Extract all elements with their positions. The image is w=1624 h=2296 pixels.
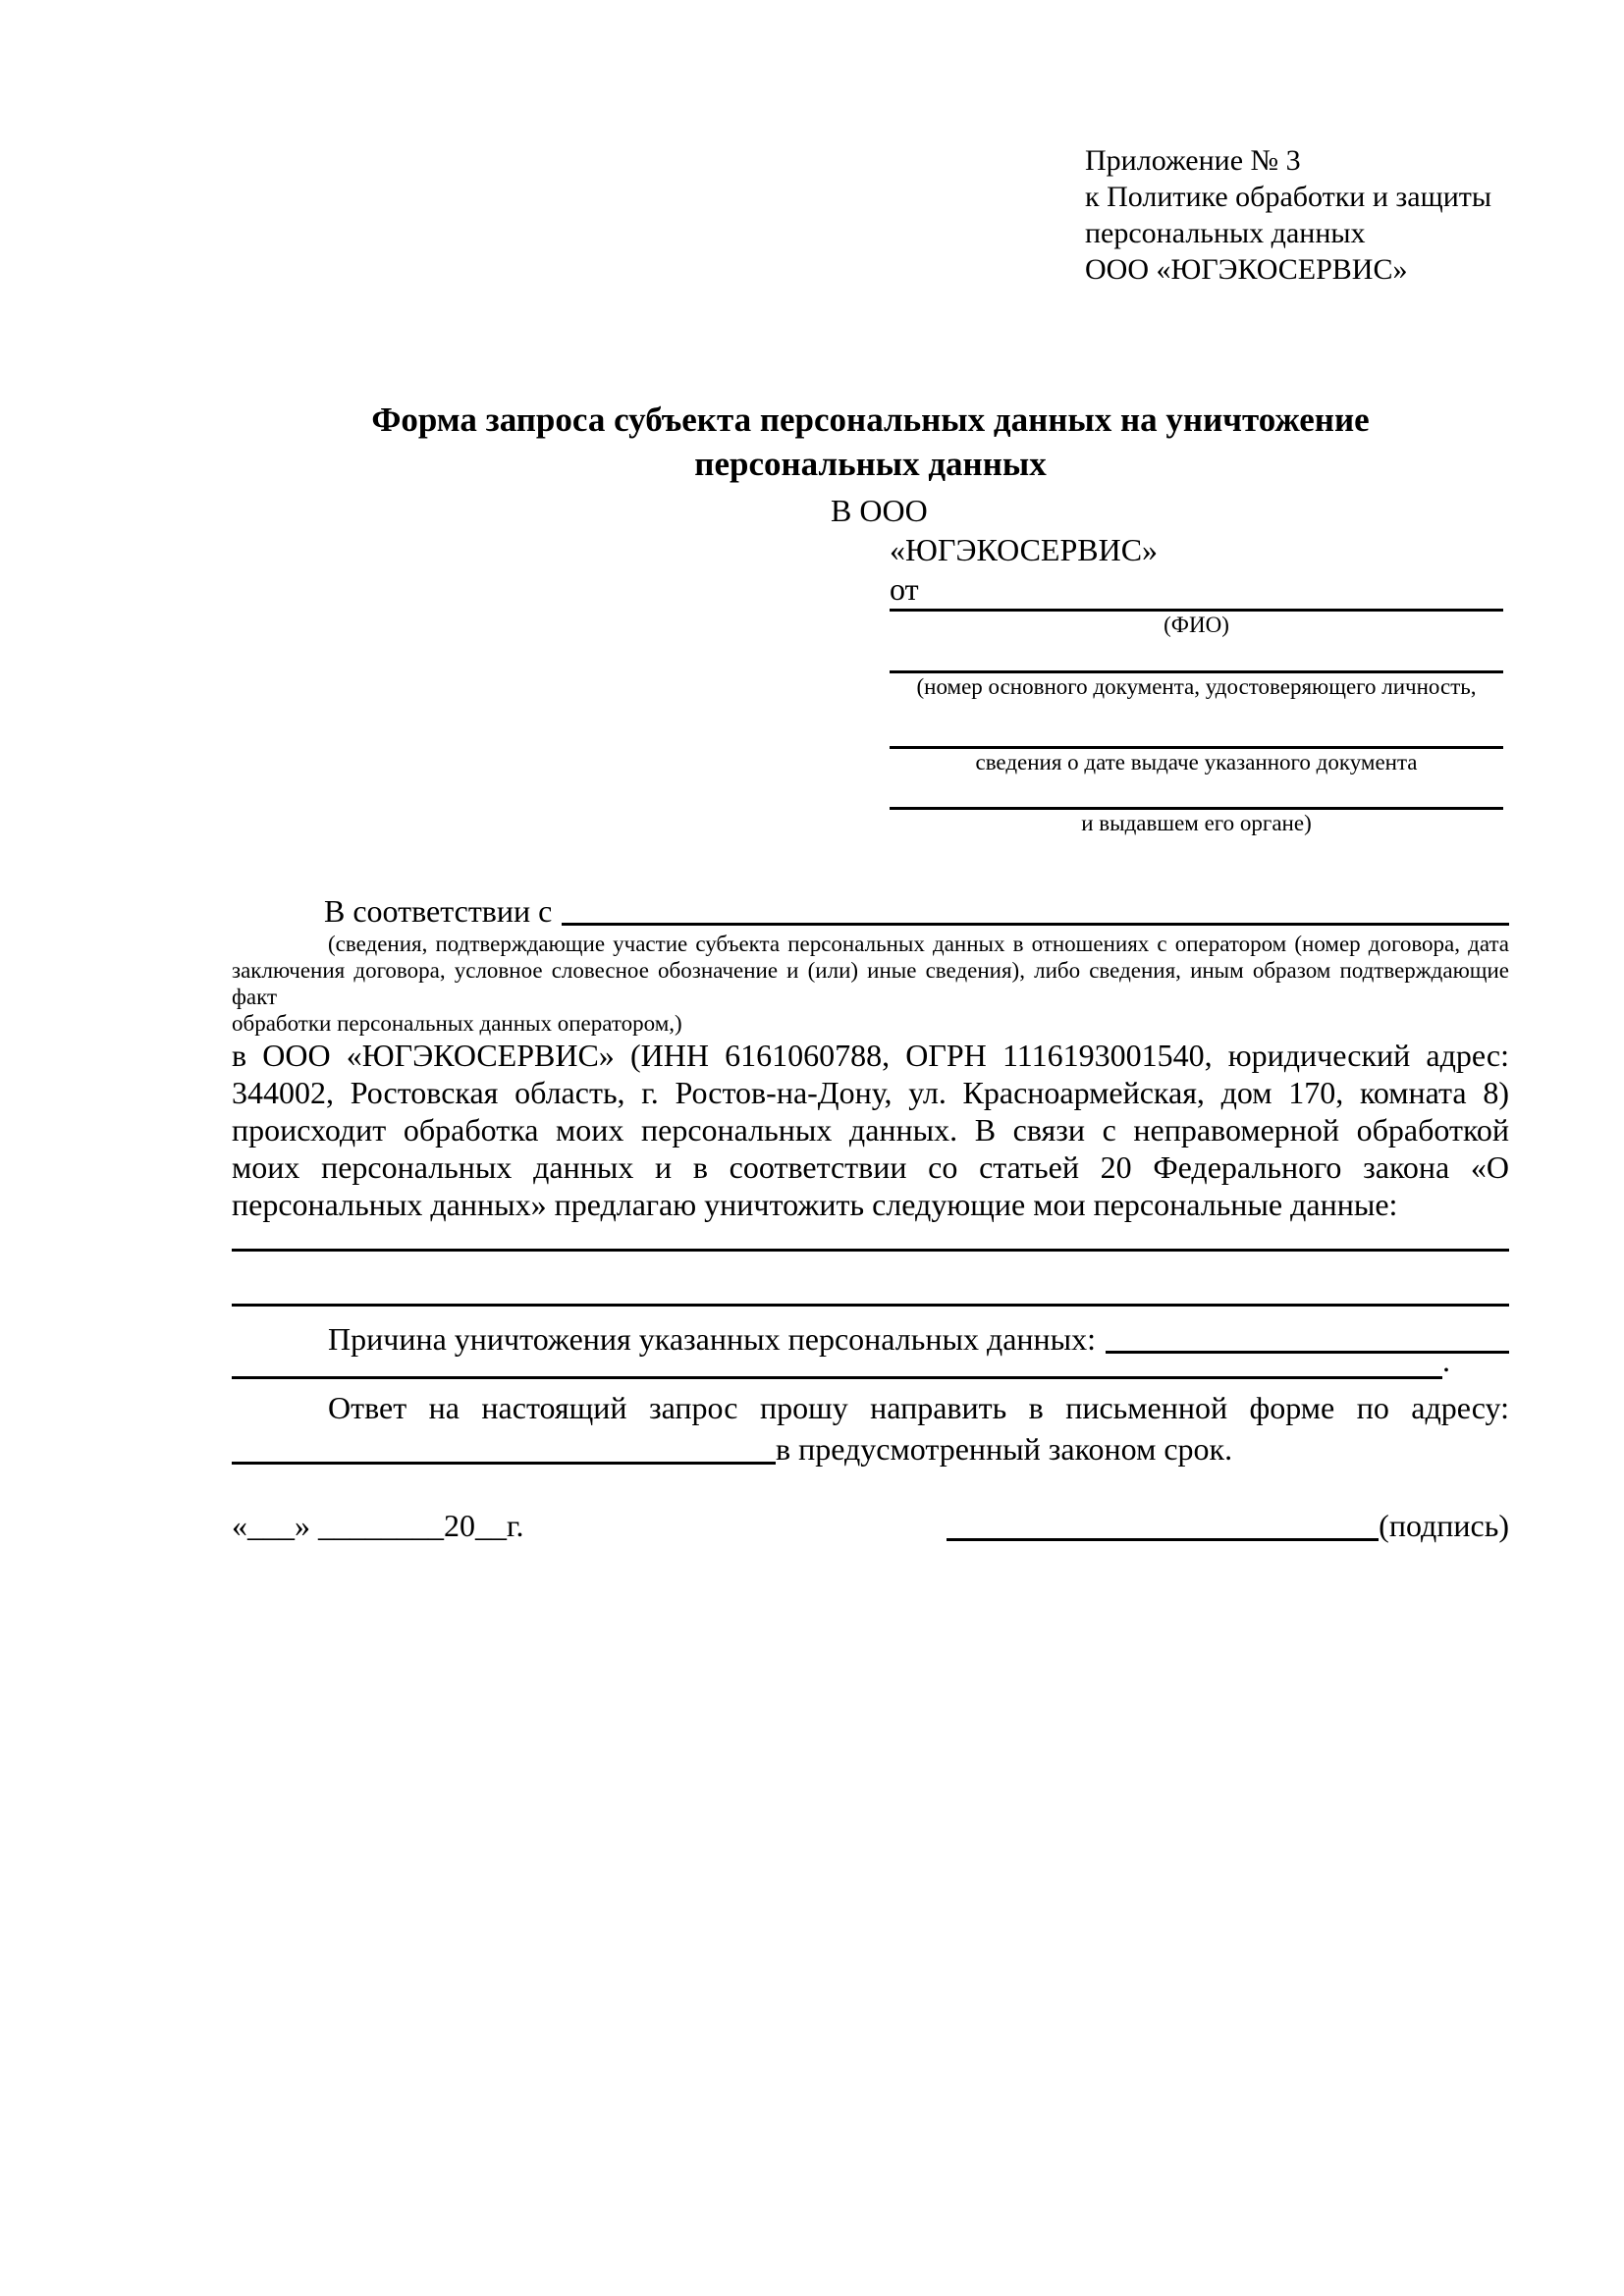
note-line: заключения договора, условное словесное обозначение и (или) иные сведения), либо сведения, иным образом подтверждающие факт [232, 958, 1509, 1009]
title-line: Форма запроса субъекта персональных данных на уничтожение [371, 400, 1370, 439]
reason-label: Причина уничтожения указанных персональных данных: [328, 1321, 1097, 1357]
date-signature-row [232, 1505, 1509, 1546]
annex-line: Приложение № 3 [1085, 144, 1301, 177]
recipient-from-label: от [890, 571, 919, 607]
signature-group [947, 1505, 1509, 1546]
doc-number-blank-line [890, 638, 1503, 673]
annex-line: персональных данных [1085, 217, 1366, 249]
doc-number-caption: (номер основного документа, удостоверяющего личность, [916, 674, 1477, 699]
reason-blank-line-2 [232, 1358, 1442, 1379]
address-blank-line [232, 1428, 776, 1465]
data-blank-line-1 [232, 1223, 1509, 1252]
reply-request-line: Ответ на настоящий запрос прошу направить в письменной форме по адресу: [328, 1390, 1509, 1425]
accordance-lead-text: В соответствии с [324, 893, 553, 929]
period-text: . [1442, 1343, 1450, 1378]
annex-line: к Политике обработки и защиты [1085, 181, 1492, 213]
reply-address-row [232, 1428, 1509, 1469]
reason-blank-row-2 [232, 1343, 1509, 1379]
reason-row [232, 1307, 1509, 1358]
issuer-caption: и выдавшем его органе) [1081, 811, 1312, 835]
recipient-to-label: В ООО [831, 493, 928, 528]
data-blank-line-2 [232, 1252, 1509, 1307]
accordance-blank-line [562, 891, 1509, 926]
paragraph-line: моих персональных данных и в соответствии со статьей 20 Федерального закона «О [232, 1149, 1509, 1185]
signature-caption: (подпись) [1379, 1508, 1509, 1543]
note-line: (сведения, подтверждающие участие субъекта персональных данных в отношениях с оператором (номер договора, дата [328, 932, 1509, 956]
signature-blank-line [947, 1505, 1379, 1541]
reply-suffix-text: в предусмотренный законом срок. [776, 1431, 1233, 1467]
main-paragraph [232, 1037, 1509, 1223]
annex-line: ООО «ЮГЭКОСЕРВИС» [1085, 253, 1408, 286]
paragraph-line: персональных данных» предлагаю уничтожить следующие мои персональные данные: [232, 1187, 1398, 1222]
document-title [232, 398, 1509, 486]
accordance-row [232, 891, 1509, 931]
annex-block [1085, 142, 1509, 288]
recipient-org-name: «ЮГЭКОСЕРВИС» [890, 532, 1159, 567]
issue-date-caption: сведения о дате выдаче указанного документа [975, 750, 1418, 774]
title-line: персональных данных [694, 445, 1047, 483]
issuer-blank-line [890, 775, 1503, 810]
issue-date-blank-line [890, 700, 1503, 749]
paragraph-line: происходит обработка моих персональных данных. В связи с неправомерной обработкой [232, 1112, 1509, 1148]
recipient-block [831, 491, 1509, 836]
note-line: обработки персональных данных оператором,) [232, 1011, 682, 1036]
paragraph-line: 344002, Ростовская область, г. Ростов-на-Дону, ул. Красноармейская, дом 170, комната 8) [232, 1075, 1509, 1110]
paragraph-line: в ООО «ЮГЭКОСЕРВИС» (ИНН 6161060788, ОГРН 1116193001540, юридический адрес: [232, 1038, 1509, 1073]
date-blank-text: «___» ________20__г. [232, 1508, 524, 1543]
fio-caption: (ФИО) [1164, 613, 1229, 637]
recipient-inner [890, 530, 1503, 836]
note-block [232, 931, 1509, 1037]
